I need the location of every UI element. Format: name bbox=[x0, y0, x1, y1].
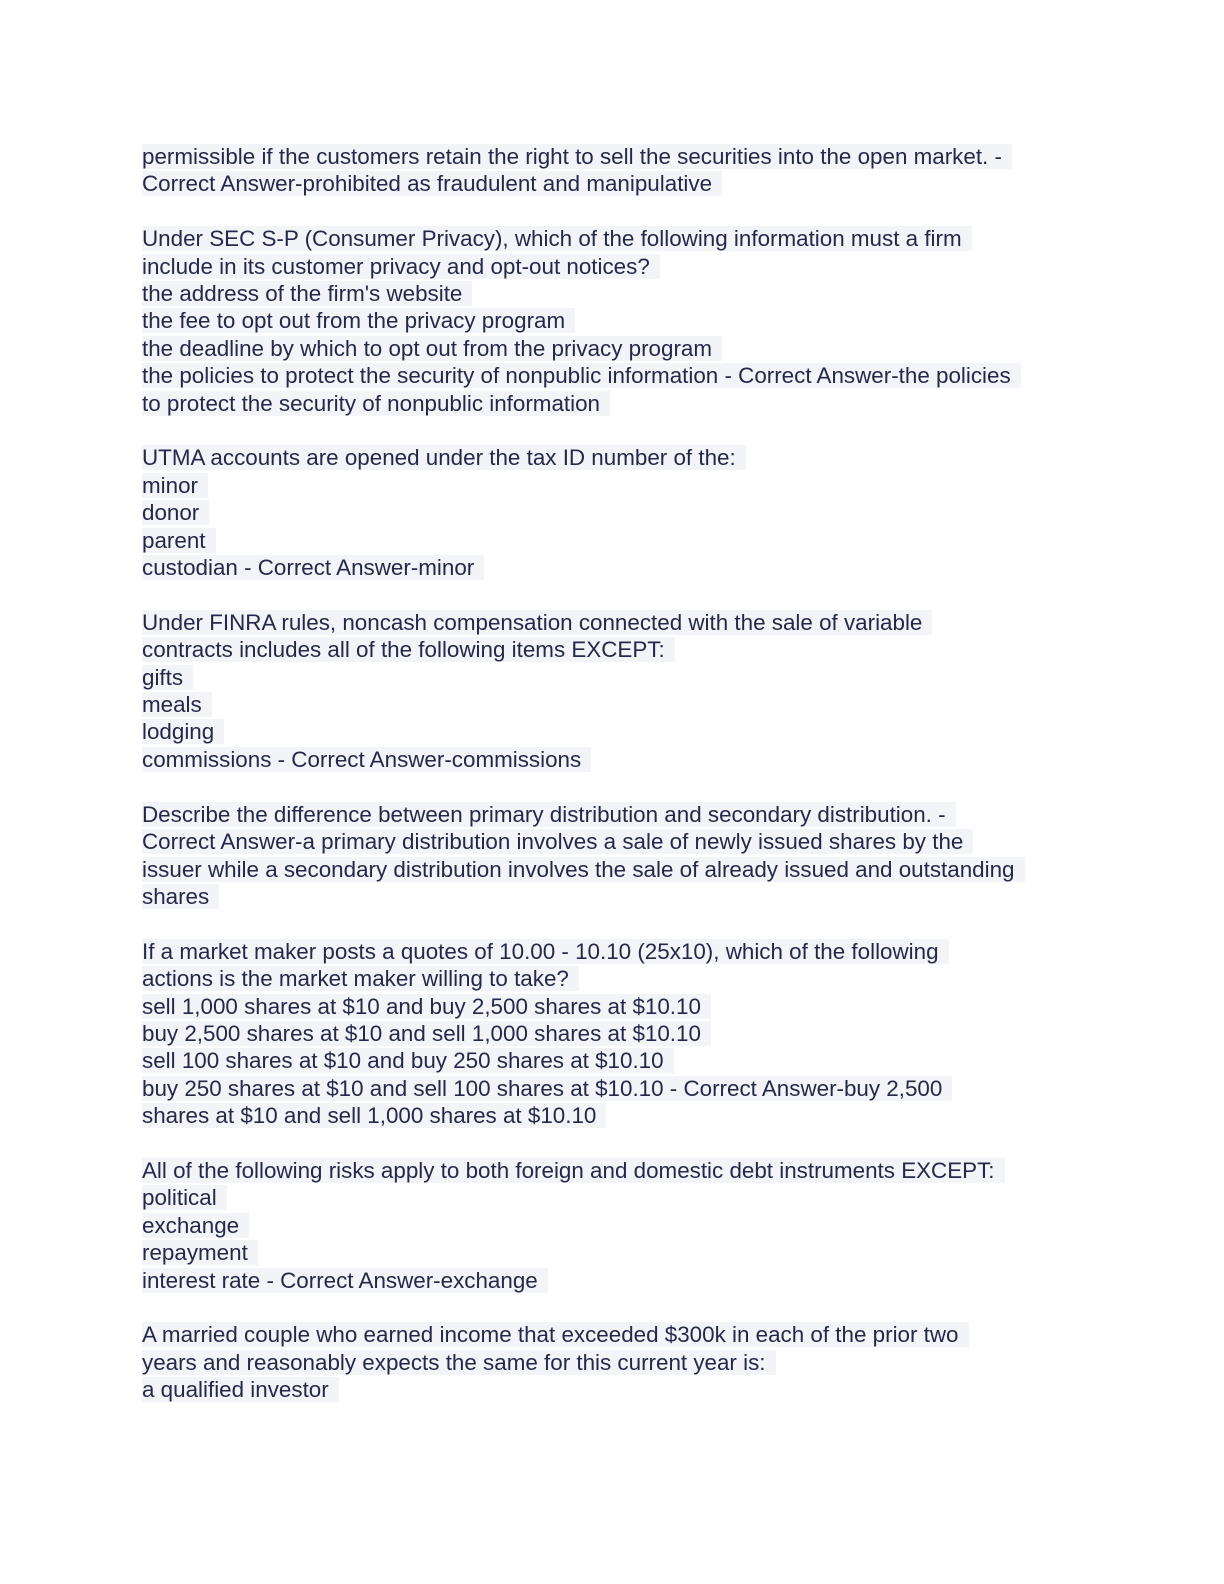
text-line bbox=[142, 664, 1082, 691]
text-line-content: include in its customer privacy and opt-out notices? bbox=[142, 254, 660, 279]
text-line-content: lodging bbox=[142, 719, 224, 744]
text-line bbox=[142, 691, 1082, 718]
text-line-content: meals bbox=[142, 692, 212, 717]
text-line bbox=[142, 280, 1082, 307]
text-line bbox=[142, 362, 1082, 389]
qa-block bbox=[142, 609, 1082, 773]
text-line-content: shares bbox=[142, 884, 219, 909]
text-line-content: buy 2,500 shares at $10 and sell 1,000 shares at $10.10 bbox=[142, 1021, 711, 1046]
text-line bbox=[142, 1075, 1082, 1102]
document-body bbox=[142, 143, 1082, 1431]
text-line bbox=[142, 1212, 1082, 1239]
text-line bbox=[142, 965, 1082, 992]
text-line bbox=[142, 1047, 1082, 1074]
text-line bbox=[142, 1184, 1082, 1211]
text-line-content: political bbox=[142, 1185, 227, 1210]
text-line-content: custodian - Correct Answer-minor bbox=[142, 555, 484, 580]
text-line bbox=[142, 609, 1082, 636]
text-line-content: donor bbox=[142, 500, 209, 525]
qa-block bbox=[142, 1157, 1082, 1294]
text-line bbox=[142, 1239, 1082, 1266]
text-line-content: sell 100 shares at $10 and buy 250 shares at $10.10 bbox=[142, 1048, 674, 1073]
text-line bbox=[142, 335, 1082, 362]
text-line bbox=[142, 1157, 1082, 1184]
text-line bbox=[142, 828, 1082, 855]
text-line bbox=[142, 718, 1082, 745]
text-line-content: Correct Answer-prohibited as fraudulent and manipulative bbox=[142, 171, 722, 196]
text-line bbox=[142, 143, 1082, 170]
text-line-content: Under SEC S-P (Consumer Privacy), which of the following information must a firm bbox=[142, 226, 972, 251]
text-line bbox=[142, 554, 1082, 581]
qa-block bbox=[142, 225, 1082, 417]
text-line-content: buy 250 shares at $10 and sell 100 shares at $10.10 - Correct Answer-buy 2,500 bbox=[142, 1076, 952, 1101]
text-line bbox=[142, 1267, 1082, 1294]
text-line-content: If a market maker posts a quotes of 10.00 - 10.10 (25x10), which of the following bbox=[142, 939, 949, 964]
text-line bbox=[142, 472, 1082, 499]
text-line bbox=[142, 170, 1082, 197]
text-line-content: permissible if the customers retain the right to sell the securities into the open market. - bbox=[142, 144, 1012, 169]
text-line bbox=[142, 390, 1082, 417]
text-line bbox=[142, 444, 1082, 471]
text-line-content: interest rate - Correct Answer-exchange bbox=[142, 1268, 548, 1293]
text-line bbox=[142, 499, 1082, 526]
text-line bbox=[142, 527, 1082, 554]
text-line bbox=[142, 1321, 1082, 1348]
text-line-content: Describe the difference between primary distribution and secondary distribution. - bbox=[142, 802, 956, 827]
text-line-content: parent bbox=[142, 528, 216, 553]
qa-block bbox=[142, 1321, 1082, 1403]
qa-block bbox=[142, 801, 1082, 911]
text-line bbox=[142, 801, 1082, 828]
text-line bbox=[142, 856, 1082, 883]
text-line bbox=[142, 253, 1082, 280]
text-line-content: commissions - Correct Answer-commissions bbox=[142, 747, 591, 772]
text-line bbox=[142, 746, 1082, 773]
text-line-content: exchange bbox=[142, 1213, 249, 1238]
text-line-content: the policies to protect the security of nonpublic information - Correct Answer-the policies bbox=[142, 363, 1021, 388]
text-line-content: Correct Answer-a primary distribution involves a sale of newly issued shares by the bbox=[142, 829, 973, 854]
text-line bbox=[142, 1102, 1082, 1129]
text-line bbox=[142, 1349, 1082, 1376]
text-line bbox=[142, 307, 1082, 334]
text-line bbox=[142, 883, 1082, 910]
text-line-content: to protect the security of nonpublic information bbox=[142, 391, 610, 416]
text-line-content: a qualified investor bbox=[142, 1377, 339, 1402]
text-line bbox=[142, 225, 1082, 252]
text-line bbox=[142, 938, 1082, 965]
text-line-content: repayment bbox=[142, 1240, 258, 1265]
qa-block bbox=[142, 444, 1082, 581]
text-line-content: actions is the market maker willing to take? bbox=[142, 966, 579, 991]
text-line-content: years and reasonably expects the same for this current year is: bbox=[142, 1350, 776, 1375]
text-line-content: Under FINRA rules, noncash compensation connected with the sale of variable bbox=[142, 610, 932, 635]
text-line-content: the address of the firm's website bbox=[142, 281, 472, 306]
text-line bbox=[142, 993, 1082, 1020]
text-line bbox=[142, 636, 1082, 663]
text-line bbox=[142, 1020, 1082, 1047]
qa-block bbox=[142, 938, 1082, 1130]
text-line-content: shares at $10 and sell 1,000 shares at $10.10 bbox=[142, 1103, 606, 1128]
text-line-content: the deadline by which to opt out from the privacy program bbox=[142, 336, 722, 361]
text-line-content: sell 1,000 shares at $10 and buy 2,500 shares at $10.10 bbox=[142, 994, 711, 1019]
text-line-content: the fee to opt out from the privacy program bbox=[142, 308, 575, 333]
text-line-content: issuer while a secondary distribution involves the sale of already issued and outstanding bbox=[142, 857, 1025, 882]
text-line-content: All of the following risks apply to both foreign and domestic debt instruments EXCEPT: bbox=[142, 1158, 1005, 1183]
text-line-content: gifts bbox=[142, 665, 193, 690]
text-line-content: A married couple who earned income that exceeded $300k in each of the prior two bbox=[142, 1322, 969, 1347]
text-line-content: minor bbox=[142, 473, 208, 498]
text-line bbox=[142, 1376, 1082, 1403]
text-line-content: contracts includes all of the following items EXCEPT: bbox=[142, 637, 675, 662]
text-line-content: UTMA accounts are opened under the tax ID number of the: bbox=[142, 445, 746, 470]
qa-block bbox=[142, 143, 1082, 198]
